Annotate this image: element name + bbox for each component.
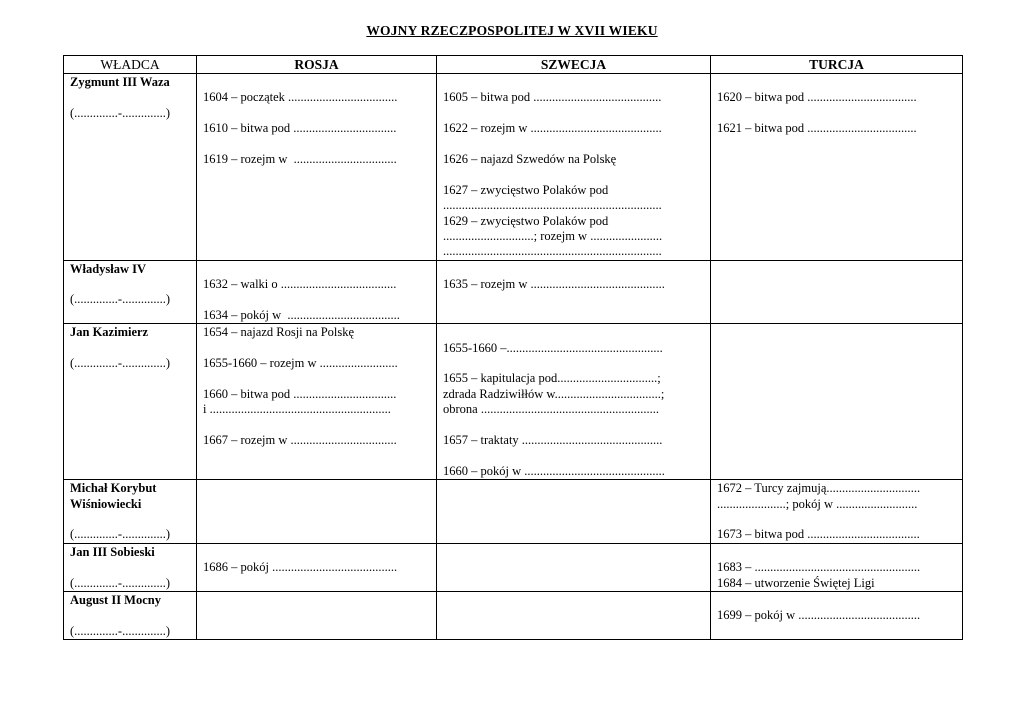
event-line: [717, 464, 958, 479]
table-row: [64, 543, 963, 591]
header-rosja: ROSJA: [197, 56, 437, 74]
event-line: [443, 106, 706, 121]
event-line: [203, 137, 432, 152]
szwecja-cell: [437, 324, 711, 480]
event-line: [443, 497, 706, 512]
event-line: 1672 – Turcy zajmują..............................: [717, 481, 921, 496]
table-row: [64, 480, 963, 544]
event-line: [443, 560, 706, 575]
event-line: 1699 – pokój w .......................................: [717, 608, 921, 623]
rosja-cell: [197, 543, 437, 591]
ruler-line: [70, 402, 192, 417]
event-line: 1686 – pokój ........................................: [203, 560, 398, 575]
event-line: [203, 341, 432, 356]
event-line: [203, 545, 432, 560]
event-line: [717, 75, 958, 90]
ruler-line: Jan III Sobieski: [70, 544, 155, 559]
ruler-line: [70, 464, 192, 479]
ruler-line: [70, 244, 192, 259]
event-line: [443, 356, 706, 371]
event-line: [717, 214, 958, 229]
event-line: [203, 198, 432, 213]
event-line: 1620 – bitwa pod ...................................: [717, 90, 917, 105]
event-line: .............................; rozejm w .......................: [443, 228, 663, 243]
rosja-cell: [197, 260, 437, 324]
event-line: [443, 448, 706, 463]
ruler-line: (..............-..............): [70, 105, 170, 120]
event-line: [717, 262, 958, 277]
event-line: [443, 512, 706, 527]
szwecja-cell: [437, 480, 711, 544]
ruler-line: Zygmunt III Waza: [70, 75, 170, 89]
event-line: [443, 292, 706, 307]
ruler-line: [70, 90, 192, 105]
event-line: [717, 277, 958, 292]
event-line: 1632 – walki o .....................................: [203, 277, 397, 292]
event-line: [443, 608, 706, 623]
ruler-line: [70, 418, 192, 433]
event-line: zdrada Radziwiłłów w..................................;: [443, 386, 665, 401]
event-line: [717, 308, 958, 323]
szwecja-cell: [437, 543, 711, 591]
event-line: [717, 448, 958, 463]
ruler-line: Wiśniowiecki: [70, 496, 142, 511]
event-line: 1627 – zwycięstwo Polaków pod: [443, 182, 609, 197]
ruler-line: [70, 433, 192, 448]
event-line: 1684 – utworzenie Świętej Ligi: [717, 575, 875, 590]
ruler-line: [70, 341, 192, 356]
event-line: [717, 402, 958, 417]
table-row: [64, 591, 963, 639]
event-line: [717, 183, 958, 198]
event-line: 1629 – zwycięstwo Polaków pod: [443, 213, 609, 228]
ruler-line: (..............-..............): [70, 575, 170, 590]
event-line: [717, 106, 958, 121]
ruler-cell: [64, 591, 197, 639]
event-line: 1660 – bitwa pod .................................: [203, 386, 397, 401]
event-line: [443, 527, 706, 542]
table-row: [64, 324, 963, 480]
turcja-cell: [711, 543, 963, 591]
event-line: [203, 608, 432, 623]
event-line: 1604 – początek ...................................: [203, 90, 398, 105]
event-line: [203, 262, 432, 277]
event-line: 1621 – bitwa pod ...................................: [717, 121, 917, 136]
event-line: [717, 356, 958, 371]
event-line: [717, 244, 958, 259]
event-line: obrona .........................................................: [443, 402, 659, 417]
event-line: [203, 576, 432, 591]
event-line: [717, 371, 958, 386]
event-line: 1605 – bitwa pod .........................................: [443, 90, 662, 105]
page-title: WOJNY RZECZPOSPOLITEJ W XVII WIEKU: [366, 23, 658, 38]
event-line: [443, 167, 706, 182]
ruler-line: Michał Korybut: [70, 481, 157, 496]
ruler-line: [70, 229, 192, 244]
event-line: [717, 341, 958, 356]
event-line: [443, 576, 706, 591]
event-line: 1667 – rozejm w ..................................: [203, 432, 397, 447]
event-line: [443, 593, 706, 608]
table-row: [64, 260, 963, 324]
event-line: [203, 448, 432, 463]
event-line: 1635 – rozejm w ...........................................: [443, 277, 665, 292]
event-line: 1660 – pokój w .............................................: [443, 463, 665, 478]
event-line: 1634 – pokój w ....................................: [203, 307, 400, 322]
event-line: [717, 152, 958, 167]
event-line: [717, 387, 958, 402]
event-line: 1610 – bitwa pod .................................: [203, 121, 397, 136]
event-line: [717, 433, 958, 448]
rosja-cell: [197, 480, 437, 544]
event-line: [443, 624, 706, 639]
ruler-line: [70, 308, 192, 323]
ruler-line: [70, 387, 192, 402]
event-line: [203, 593, 432, 608]
event-line: [717, 418, 958, 433]
ruler-line: [70, 121, 192, 136]
event-line: i ..........................................................: [203, 402, 391, 417]
ruler-line: August II Mocny: [70, 592, 161, 607]
event-line: [717, 167, 958, 182]
event-line: 1655-1660 – rozejm w .........................: [203, 356, 398, 371]
turcja-cell: [711, 324, 963, 480]
szwecja-cell: [437, 74, 711, 261]
wars-table: [63, 55, 963, 640]
event-line: [203, 527, 432, 542]
event-line: [443, 325, 706, 340]
event-line: 1673 – bitwa pod ....................................: [717, 527, 920, 542]
ruler-line: [70, 448, 192, 463]
ruler-line: [70, 560, 192, 575]
table-row: [64, 74, 963, 261]
ruler-cell: [64, 543, 197, 591]
event-line: [717, 292, 958, 307]
ruler-line: [70, 371, 192, 386]
ruler-cell: [64, 260, 197, 324]
event-line: [203, 244, 432, 259]
event-line: [443, 418, 706, 433]
event-line: 1657 – traktaty .............................................: [443, 432, 663, 447]
rosja-cell: [197, 591, 437, 639]
event-line: [203, 167, 432, 182]
szwecja-cell: [437, 591, 711, 639]
event-line: [203, 183, 432, 198]
turcja-cell: [711, 591, 963, 639]
ruler-line: Jan Kazimierz: [70, 325, 149, 340]
ruler-line: (..............-..............): [70, 356, 170, 371]
event-line: [203, 624, 432, 639]
event-line: [717, 325, 958, 340]
ruler-cell: [64, 480, 197, 544]
event-line: ......................................................................: [443, 198, 662, 213]
ruler-cell: [64, 74, 197, 261]
event-line: [443, 481, 706, 496]
event-line: [203, 214, 432, 229]
event-line: [717, 545, 958, 560]
event-line: [203, 497, 432, 512]
event-line: [443, 545, 706, 560]
event-line: [203, 481, 432, 496]
header-row: [64, 56, 963, 74]
event-line: [203, 418, 432, 433]
event-line: [717, 137, 958, 152]
rosja-cell: [197, 324, 437, 480]
event-line: [443, 137, 706, 152]
event-line: 1655-1660 –..................................................: [443, 340, 663, 355]
rosja-cell: [197, 74, 437, 261]
ruler-line: [70, 512, 192, 527]
ruler-line: (..............-..............): [70, 623, 170, 638]
event-line: [717, 593, 958, 608]
ruler-line: [70, 277, 192, 292]
event-line: 1654 – najazd Rosji na Polskę: [203, 325, 355, 340]
event-line: 1619 – rozejm w .................................: [203, 151, 397, 166]
event-line: [717, 229, 958, 244]
ruler-line: [70, 198, 192, 213]
event-line: [203, 464, 432, 479]
ruler-line: (..............-..............): [70, 527, 170, 542]
ruler-cell: [64, 324, 197, 480]
ruler-line: [70, 214, 192, 229]
event-line: [203, 512, 432, 527]
event-line: 1655 – kapitulacja pod................................;: [443, 371, 661, 386]
event-line: [203, 229, 432, 244]
event-line: [443, 75, 706, 90]
ruler-line: (..............-..............): [70, 292, 170, 307]
ruler-line: [70, 608, 192, 623]
ruler-line: Władysław IV: [70, 261, 147, 276]
event-line: [203, 371, 432, 386]
event-line: [717, 198, 958, 213]
ruler-line: [70, 137, 192, 152]
ruler-line: [70, 167, 192, 182]
turcja-cell: [711, 74, 963, 261]
header-turcja: TURCJA: [711, 56, 963, 74]
event-line: 1626 – najazd Szwedów na Polskę: [443, 151, 617, 166]
turcja-cell: [711, 260, 963, 324]
event-line: ......................................................................: [443, 244, 662, 259]
table-body: [64, 74, 963, 640]
ruler-line: [70, 152, 192, 167]
event-line: [203, 75, 432, 90]
event-line: [203, 106, 432, 121]
event-line: [203, 292, 432, 307]
event-line: [443, 308, 706, 323]
event-line: ......................; pokój w ..........................: [717, 496, 918, 511]
header-szwecja: SZWECJA: [437, 56, 711, 74]
event-line: [717, 512, 958, 527]
header-wladca: WŁADCA: [64, 56, 197, 74]
turcja-cell: [711, 480, 963, 544]
ruler-line: [70, 183, 192, 198]
event-line: [717, 624, 958, 639]
event-line: 1683 – .....................................................: [717, 560, 921, 575]
szwecja-cell: [437, 260, 711, 324]
event-line: [443, 262, 706, 277]
event-line: 1622 – rozejm w ..........................................: [443, 121, 662, 136]
